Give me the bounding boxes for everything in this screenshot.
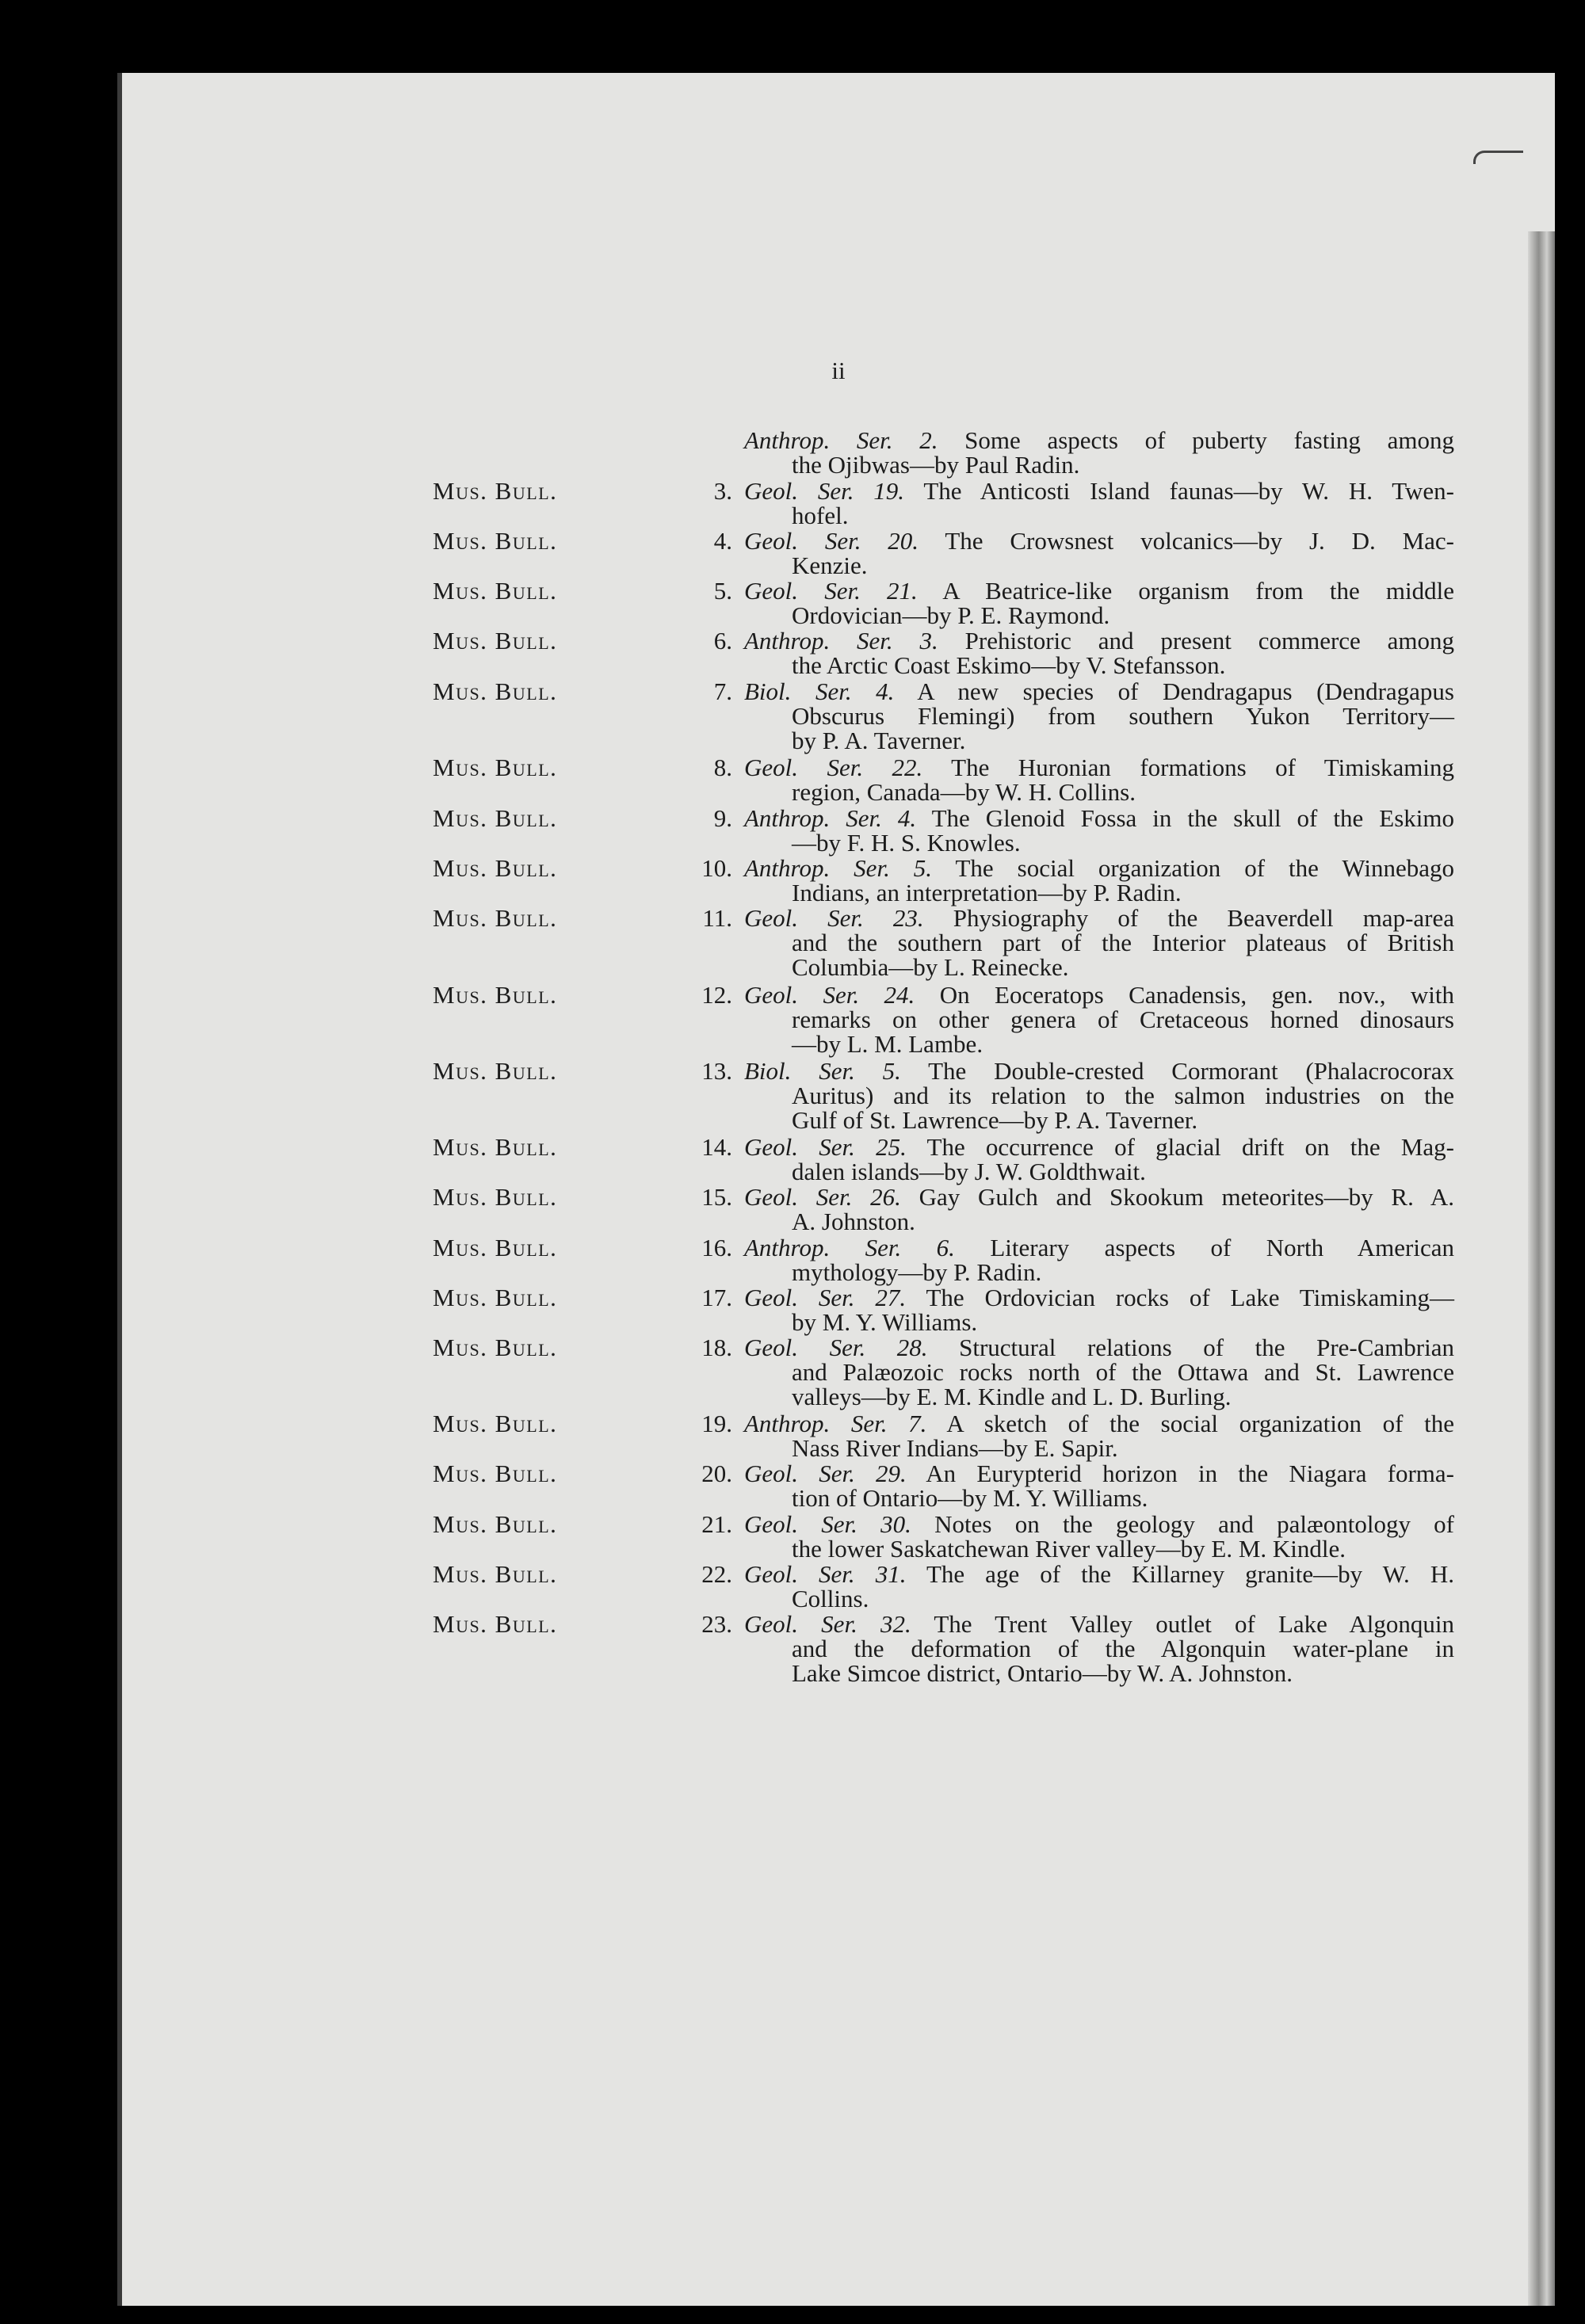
line-text: remarks on other genera of Cretaceous horned dinosaurs bbox=[792, 1006, 1454, 1033]
bulletin-label: Mus. Bull. bbox=[433, 577, 558, 605]
bulletin-description bbox=[744, 806, 1454, 855]
line-text: by P. A. Taverner. bbox=[792, 727, 966, 754]
bulletin-description bbox=[744, 1562, 1454, 1611]
bulletin-label: Mus. Bull. bbox=[433, 804, 558, 832]
line-text: A Beatrice-like organism from the middle bbox=[942, 577, 1454, 605]
bulletin-number: 16. bbox=[701, 1234, 732, 1261]
bulletin-label: Mus. Bull. bbox=[433, 1510, 558, 1538]
description-line bbox=[744, 1108, 1454, 1132]
line-text: Literary aspects of North American bbox=[990, 1234, 1455, 1261]
description-line bbox=[744, 503, 1454, 528]
description-line bbox=[744, 1007, 1454, 1032]
line-text: The Anticosti Island faunas—by W. H. Twen- bbox=[923, 477, 1454, 505]
series-label: Anthrop. Ser. 2. bbox=[744, 426, 938, 454]
bulletin-description bbox=[744, 578, 1454, 628]
line-text: the lower Saskatchewan River valley—by E. M. Kindle. bbox=[792, 1535, 1346, 1563]
description-line bbox=[744, 930, 1454, 955]
series-label: Anthrop. Ser. 4. bbox=[744, 804, 917, 832]
description-line bbox=[744, 1586, 1454, 1611]
bulletin-label: Mus. Bull. bbox=[433, 1234, 558, 1261]
line-text: and Palæozoic rocks north of the Ottawa and St. Lawrence bbox=[792, 1358, 1454, 1386]
line-text: the Arctic Coast Eskimo—by V. Stefansson. bbox=[792, 651, 1226, 679]
bulletin-label: Mus. Bull. bbox=[433, 1334, 558, 1361]
description-line bbox=[744, 728, 1454, 753]
bulletin-description bbox=[744, 755, 1454, 804]
line-text: The Double-crested Cormorant (Phalacrocorax bbox=[928, 1057, 1454, 1085]
line-text: Kenzie. bbox=[792, 551, 868, 579]
bulletin-description bbox=[744, 1461, 1454, 1510]
description-line bbox=[744, 1384, 1454, 1409]
bulletin-description bbox=[744, 983, 1454, 1056]
bulletin-number: 18. bbox=[701, 1334, 732, 1361]
bulletin-number: 3. bbox=[713, 477, 732, 505]
line-text: The Trent Valley outlet of Lake Algonquin bbox=[934, 1610, 1454, 1638]
line-text: The Glenoid Fossa in the skull of the Eskimo bbox=[931, 804, 1454, 832]
bulletin-label: Mus. Bull. bbox=[433, 981, 558, 1009]
description-line bbox=[744, 1636, 1454, 1661]
line-text: The Ordovician rocks of Lake Timiskaming— bbox=[926, 1284, 1454, 1311]
description-line bbox=[744, 479, 1454, 503]
line-text: dalen islands—by J. W. Goldthwait. bbox=[792, 1158, 1146, 1185]
description-line bbox=[744, 1536, 1454, 1561]
line-text: Gay Gulch and Skookum meteorites—by R. A. bbox=[919, 1183, 1454, 1211]
line-text: the Ojibwas—by Paul Radin. bbox=[792, 451, 1080, 479]
series-label: Geol. Ser. 24. bbox=[744, 981, 915, 1009]
bulletin-description bbox=[744, 1135, 1454, 1184]
description-line bbox=[744, 955, 1454, 979]
bulletin-number: 14. bbox=[701, 1133, 732, 1161]
bulletin-label: Mus. Bull. bbox=[433, 1133, 558, 1161]
series-label: Geol. Ser. 29. bbox=[744, 1460, 907, 1487]
bulletin-label: Mus. Bull. bbox=[433, 1560, 558, 1588]
description-line bbox=[744, 856, 1454, 880]
series-label: Geol. Ser. 27. bbox=[744, 1284, 907, 1311]
series-label: Geol. Ser. 19. bbox=[744, 477, 905, 505]
bulletin-number: 20. bbox=[701, 1460, 732, 1487]
bulletin-label: Mus. Bull. bbox=[433, 1410, 558, 1437]
description-line bbox=[744, 1360, 1454, 1384]
bulletin-description bbox=[744, 1411, 1454, 1460]
bulletin-label: Mus. Bull. bbox=[433, 1284, 558, 1311]
series-label: Anthrop. Ser. 7. bbox=[744, 1410, 927, 1437]
line-text: and the deformation of the Algonquin water-plane in bbox=[792, 1635, 1454, 1662]
description-line bbox=[744, 1235, 1454, 1260]
bulletin-number: 19. bbox=[701, 1410, 732, 1437]
description-line bbox=[744, 553, 1454, 578]
page-edge bbox=[1528, 231, 1555, 2306]
series-label: Anthrop. Ser. 3. bbox=[744, 627, 938, 654]
description-line bbox=[744, 983, 1454, 1007]
line-text: —by F. H. S. Knowles. bbox=[792, 829, 1021, 857]
description-line bbox=[744, 704, 1454, 728]
bulletin-description bbox=[744, 1512, 1454, 1561]
bulletin-number: 12. bbox=[701, 981, 732, 1009]
description-line bbox=[744, 1612, 1454, 1636]
bulletin-label: Mus. Bull. bbox=[433, 1610, 558, 1638]
series-label: Geol. Ser. 31. bbox=[744, 1560, 907, 1588]
bulletin-number: 6. bbox=[713, 627, 732, 654]
bulletin-description bbox=[744, 856, 1454, 905]
description-line bbox=[744, 452, 1454, 477]
line-text: Some aspects of puberty fasting among bbox=[964, 426, 1454, 454]
bulletin-description bbox=[744, 906, 1454, 979]
series-label: Geol. Ser. 20. bbox=[744, 527, 919, 555]
description-line bbox=[744, 653, 1454, 677]
series-label: Biol. Ser. 5. bbox=[744, 1057, 901, 1085]
line-text: An Eurypterid horizon in the Niagara forma- bbox=[926, 1460, 1454, 1487]
bulletin-label: Mus. Bull. bbox=[433, 904, 558, 932]
line-text: hofel. bbox=[792, 502, 849, 529]
series-label: Geol. Ser. 26. bbox=[744, 1183, 901, 1211]
bulletin-description bbox=[744, 628, 1454, 677]
series-label: Geol. Ser. 28. bbox=[744, 1334, 928, 1361]
line-text: The social organization of the Winnebago bbox=[955, 854, 1454, 882]
line-text: A new species of Dendragapus (Dendragapus bbox=[917, 677, 1454, 705]
description-line bbox=[744, 1436, 1454, 1460]
bulletin-number: 21. bbox=[701, 1510, 732, 1538]
bulletin-description bbox=[744, 679, 1454, 753]
line-text: Collins. bbox=[792, 1585, 869, 1612]
series-label: Geol. Ser. 23. bbox=[744, 904, 924, 932]
line-text: Physiography of the Beaverdell map-area bbox=[953, 904, 1454, 932]
line-text: Prehistoric and present commerce among bbox=[964, 627, 1455, 654]
series-label: Geol. Ser. 21. bbox=[744, 577, 918, 605]
bulletin-number: 11. bbox=[702, 904, 732, 932]
bulletin-description bbox=[744, 1612, 1454, 1685]
description-line bbox=[744, 428, 1454, 452]
line-text: region, Canada—by W. H. Collins. bbox=[792, 778, 1136, 806]
description-line bbox=[744, 755, 1454, 780]
description-line bbox=[744, 628, 1454, 653]
series-label: Geol. Ser. 32. bbox=[744, 1610, 911, 1638]
corner-mark bbox=[1473, 151, 1523, 164]
line-text: Auritus) and its relation to the salmon industries on the bbox=[792, 1082, 1454, 1109]
description-line bbox=[744, 679, 1454, 704]
series-label: Biol. Ser. 4. bbox=[744, 677, 895, 705]
description-line bbox=[744, 806, 1454, 830]
bulletin-description bbox=[744, 428, 1454, 477]
bulletin-number: 8. bbox=[713, 754, 732, 781]
line-text: Obscurus Flemingi) from southern Yukon Territory— bbox=[792, 702, 1454, 730]
bulletin-label: Mus. Bull. bbox=[433, 677, 558, 705]
description-line bbox=[744, 1083, 1454, 1108]
series-label: Geol. Ser. 22. bbox=[744, 754, 923, 781]
bulletin-number: 17. bbox=[701, 1284, 732, 1311]
description-line bbox=[744, 1260, 1454, 1284]
line-text: Indians, an interpretation—by P. Radin. bbox=[792, 879, 1182, 906]
bulletin-label: Mus. Bull. bbox=[433, 754, 558, 781]
bulletin-number: 10. bbox=[701, 854, 732, 882]
description-line bbox=[744, 1661, 1454, 1685]
line-text: Gulf of St. Lawrence—by P. A. Taverner. bbox=[792, 1106, 1198, 1134]
bulletin-number: 4. bbox=[713, 527, 732, 555]
page-number: ii bbox=[831, 357, 846, 384]
line-text: The age of the Killarney granite—by W. H. bbox=[926, 1560, 1454, 1588]
description-line bbox=[744, 780, 1454, 804]
bulletin-label: Mus. Bull. bbox=[433, 627, 558, 654]
description-line bbox=[744, 1032, 1454, 1056]
bulletin-description bbox=[744, 1059, 1454, 1132]
bulletin-number: 22. bbox=[701, 1560, 732, 1588]
description-line bbox=[744, 1159, 1454, 1184]
line-text: The occurrence of glacial drift on the Mag- bbox=[926, 1133, 1455, 1161]
line-text: Columbia—by L. Reinecke. bbox=[792, 953, 1069, 981]
line-text: mythology—by P. Radin. bbox=[792, 1258, 1042, 1286]
bulletin-description bbox=[744, 1285, 1454, 1334]
bulletin-label: Mus. Bull. bbox=[433, 854, 558, 882]
line-text: valleys—by E. M. Kindle and L. D. Burling. bbox=[792, 1383, 1232, 1410]
description-line bbox=[744, 529, 1454, 553]
bulletin-number: 23. bbox=[701, 1610, 732, 1638]
description-line bbox=[744, 578, 1454, 603]
series-label: Anthrop. Ser. 6. bbox=[744, 1234, 955, 1261]
bulletin-number: 5. bbox=[713, 577, 732, 605]
line-text: Nass River Indians—by E. Sapir. bbox=[792, 1434, 1118, 1462]
line-text: A. Johnston. bbox=[792, 1208, 915, 1235]
line-text: Structural relations of the Pre-Cambrian bbox=[959, 1334, 1454, 1361]
bulletin-number: 15. bbox=[701, 1183, 732, 1211]
series-label: Anthrop. Ser. 5. bbox=[744, 854, 933, 882]
line-text: Lake Simcoe district, Ontario—by W. A. Johnston. bbox=[792, 1659, 1293, 1687]
bulletin-label: Mus. Bull. bbox=[433, 1057, 558, 1085]
document-page bbox=[117, 73, 1555, 2306]
description-line bbox=[744, 1310, 1454, 1334]
line-text: —by L. M. Lambe. bbox=[792, 1030, 983, 1058]
description-line bbox=[744, 1486, 1454, 1510]
description-line bbox=[744, 603, 1454, 628]
description-line bbox=[744, 830, 1454, 855]
line-text: tion of Ontario—by M. Y. Williams. bbox=[792, 1484, 1148, 1512]
description-line bbox=[744, 1335, 1454, 1360]
line-text: The Crowsnest volcanics—by J. D. Mac- bbox=[945, 527, 1454, 555]
bulletin-label: Mus. Bull. bbox=[433, 1183, 558, 1211]
description-line bbox=[744, 1059, 1454, 1083]
bulletin-description bbox=[744, 1335, 1454, 1409]
description-line bbox=[744, 880, 1454, 905]
line-text: Notes on the geology and palæontology of bbox=[934, 1510, 1455, 1538]
description-line bbox=[744, 1209, 1454, 1234]
series-label: Geol. Ser. 25. bbox=[744, 1133, 907, 1161]
description-line bbox=[744, 1285, 1454, 1310]
bulletin-label: Mus. Bull. bbox=[433, 1460, 558, 1487]
description-line bbox=[744, 906, 1454, 930]
line-text: by M. Y. Williams. bbox=[792, 1308, 978, 1336]
description-line bbox=[744, 1185, 1454, 1209]
description-line bbox=[744, 1135, 1454, 1159]
description-line bbox=[744, 1562, 1454, 1586]
description-line bbox=[744, 1461, 1454, 1486]
bulletin-description bbox=[744, 1185, 1454, 1234]
series-label: Geol. Ser. 30. bbox=[744, 1510, 911, 1538]
line-text: and the southern part of the Interior plateaus of British bbox=[792, 929, 1454, 956]
line-text: Ordovician—by P. E. Raymond. bbox=[792, 601, 1110, 629]
line-text: The Huronian formations of Timiskaming bbox=[951, 754, 1454, 781]
bulletin-description bbox=[744, 479, 1454, 528]
bulletin-number: 9. bbox=[713, 804, 732, 832]
bulletin-label: Mus. Bull. bbox=[433, 527, 558, 555]
bulletin-label: Mus. Bull. bbox=[433, 477, 558, 505]
bulletin-description bbox=[744, 1235, 1454, 1284]
bulletin-number: 13. bbox=[701, 1057, 732, 1085]
bulletin-number: 7. bbox=[713, 677, 732, 705]
description-line bbox=[744, 1512, 1454, 1536]
description-line bbox=[744, 1411, 1454, 1436]
line-text: A sketch of the social organization of the bbox=[946, 1410, 1455, 1437]
bulletin-description bbox=[744, 529, 1454, 578]
line-text: On Eoceratops Canadensis, gen. nov., with bbox=[939, 981, 1455, 1009]
